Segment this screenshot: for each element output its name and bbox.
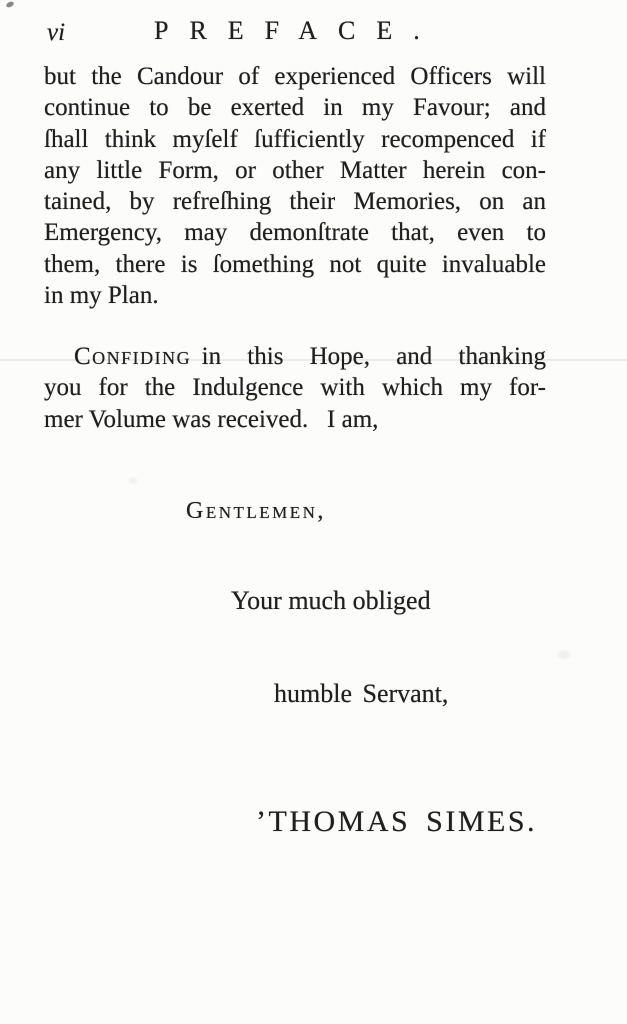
signature-name: ’THOMAS SIMES. xyxy=(256,805,538,838)
ink-speck xyxy=(5,1,14,9)
salutation: Gentlemen, xyxy=(186,498,326,524)
paragraph-1 xyxy=(44,61,546,311)
valediction-line-2: humble Servant, xyxy=(274,679,449,708)
body-line: in my Plan. xyxy=(44,282,159,310)
body-line: any little Form, or other Matter herein con- xyxy=(44,156,546,184)
body-line: Emergency, may demonſtrate that, even to xyxy=(44,219,546,247)
body-line: but the Candour of experienced Officers will xyxy=(44,63,546,90)
scan-smudge xyxy=(128,477,137,484)
scan-smudge xyxy=(558,650,570,659)
body-line: tained, by refreſhing their Memories, on an xyxy=(44,188,546,216)
lead-word-smallcaps: Confiding xyxy=(74,343,192,370)
body-line: mer Volume was received. I am, xyxy=(44,405,379,433)
running-title: PREFACE. xyxy=(154,16,441,45)
paragraph-2 xyxy=(44,341,546,435)
body-line: you for the Indulgence with which my for- xyxy=(44,374,546,402)
lead-line-rest: in this Hope, and thanking xyxy=(201,343,546,370)
body-line xyxy=(44,341,546,372)
body-line: continue to be exerted in my Favour; and xyxy=(44,94,546,122)
page-number: vi xyxy=(47,19,66,46)
body-line: ſhall think myſelf ſufficiently recompenced if xyxy=(44,125,546,153)
valediction-line-1: Your much obliged xyxy=(231,586,431,615)
body-line: them, there is ſomething not quite invaluable xyxy=(44,250,546,278)
